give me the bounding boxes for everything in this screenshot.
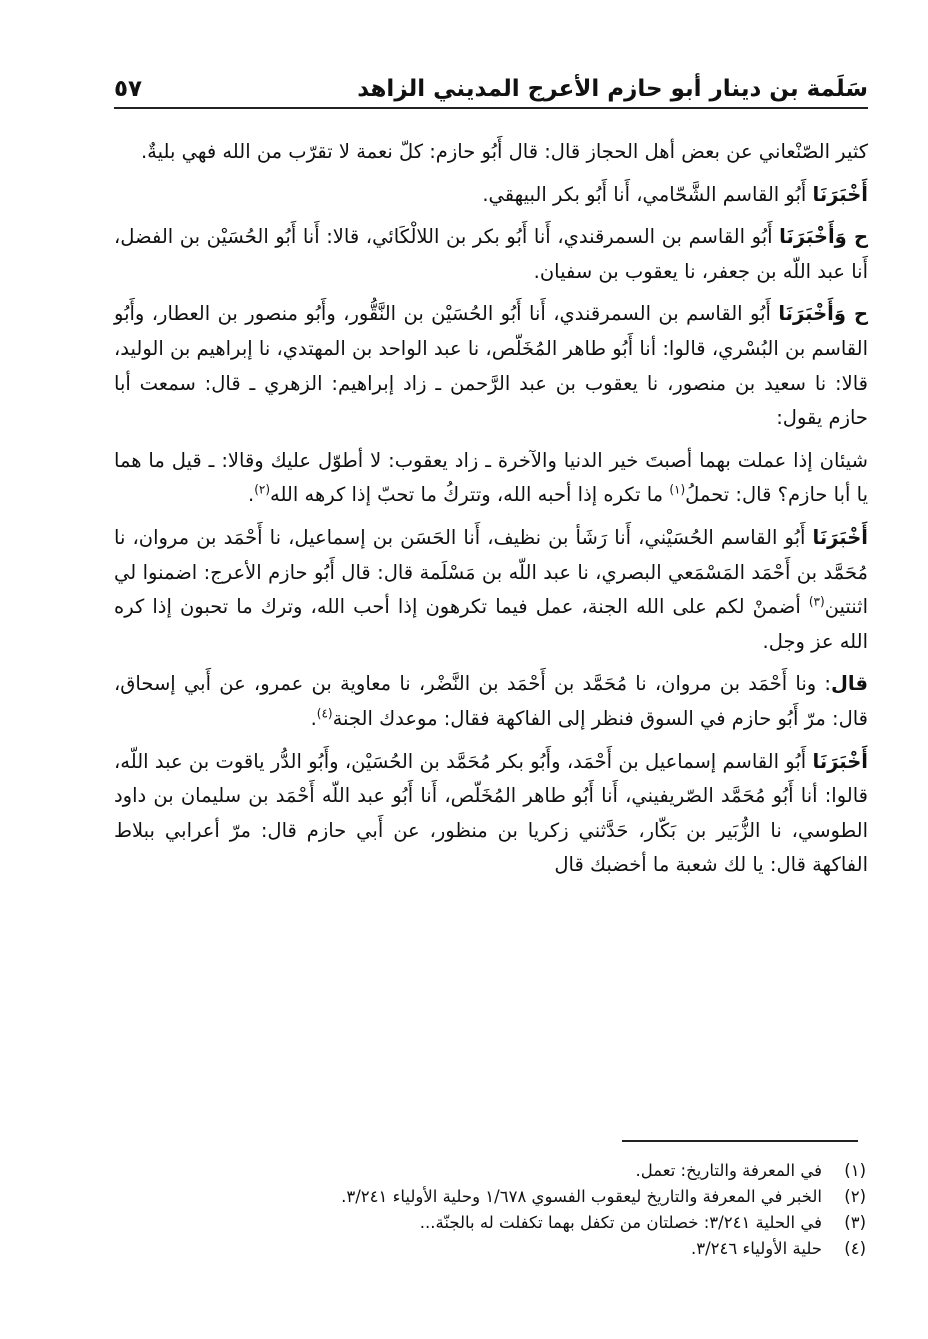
footnote bbox=[114, 1236, 866, 1262]
paragraph bbox=[114, 178, 868, 213]
paragraph-text: أَبُو القاسم الشَّحّامي، أَنا أَبُو بكر البيهقي. bbox=[482, 182, 813, 206]
footnote-marker: (١) bbox=[669, 482, 686, 497]
paragraph bbox=[114, 521, 868, 659]
footnote bbox=[114, 1210, 866, 1236]
paragraph-text: كثير الصّنْعاني عن بعض أهل الحجاز قال: قال أَبُو حازم: كلّ نعمة لا تقرّب من الله فهي بليةٌ. bbox=[140, 140, 868, 163]
paragraph-text: شيئان إذا عملت بهما أصبتَ خير الدنيا والآخرة ـ زاد يعقوب: لا أطوّل عليك وقالا: ـ قيل ما هما يا أبا حازم؟ قال: تحملُ bbox=[114, 448, 868, 507]
footnote-text: حلية الأولياء ٣/٢٤٦. bbox=[691, 1239, 822, 1258]
paragraph bbox=[114, 745, 868, 883]
paragraph-lead: ح وَأَخْبَرَنَا bbox=[778, 302, 868, 326]
running-title: سَلَمة بن دينار أبو حازم الأعرج المديني الزاهد bbox=[357, 76, 868, 102]
footnote-number: (١) bbox=[844, 1161, 866, 1180]
footnote-number: (٢) bbox=[844, 1187, 866, 1206]
paragraph-text: أَبُو القاسم بن السمرقندي، أَنا أَبُو بكر بن اللالْكَائي، قالا: أَنا أَبُو الحُسَيْن بن الفضل، أَنا عبد اللّه بن جعفر، نا يعقوب بن سفيان. bbox=[114, 225, 868, 283]
paragraph bbox=[114, 297, 868, 435]
paragraph-lead: قال bbox=[830, 672, 868, 696]
paragraph-text: : ونا أَحْمَد بن مروان، نا مُحَمَّد بن أَحْمَد بن النَّضْر، نا معاوية بن عمرو، عن أَبي إسحاق، قال: مرّ أَبُو حازم في السوق فنظر إلى الفاكهة فقال: موعدك الجنة bbox=[114, 672, 868, 730]
paragraph bbox=[114, 444, 868, 513]
paragraph-text: . bbox=[310, 706, 317, 730]
paragraph-text: أَبُو القاسم الحُسَيْني، أَنا رَشَأ بن نظيف، أَنا الحَسَن بن إسماعيل، نا أَحْمَد بن مروان، نا مُحَمَّد بن أَحْمَد المَسْمَعي البصري، نا عبد اللّه بن مَسْلَمة قال: قال أَبُو حازم الأعرج: اضمنوا لي اثنتين bbox=[114, 525, 868, 619]
paragraph-text: . bbox=[247, 483, 255, 507]
paragraph-text: أضمنْ لكم على الله الجنة، عمل فيما تكرهون إذا أحب الله، وترك ما تحبون إذا كره الله عز وجل. bbox=[114, 595, 868, 653]
paragraph bbox=[114, 667, 868, 736]
paragraph-lead: ح وَأَخْبَرَنَا bbox=[779, 225, 869, 249]
paragraph bbox=[114, 135, 868, 170]
paragraph-text: ما تكره إذا أحبه الله، وتتركُ ما تحبّ إذا كرهه الله bbox=[270, 483, 670, 507]
footnote-number: (٣) bbox=[844, 1213, 866, 1232]
footnote-text: في الحلية ٣/٢٤١: خصلتان من تكفل بهما تكفلت له بالجنّة... bbox=[419, 1213, 822, 1232]
footnote bbox=[114, 1184, 866, 1210]
paragraph-lead: أَخْبَرَنَا bbox=[812, 182, 868, 206]
footnote-text: الخبر في المعرفة والتاريخ ليعقوب الفسوي ١/٦٧٨ وحلية الأولياء ٣/٢٤١. bbox=[341, 1187, 822, 1206]
paragraph-lead: أَخْبَرَنَا bbox=[812, 525, 868, 549]
paragraph-text: أَبُو القاسم بن السمرقندي، أَنا أَبُو الحُسَيْن بن النَّقُّور، وأَبُو منصور بن العطار، وأَبُو القاسم بن البُسْري، قالوا: أنا أَبُو طاهر المُخَلّص، نا عبد الواحد بن المهتدي، نا إبراهيم بن الوليد، قالا: نا سعيد بن منصور، نا يعقوب بن عبد الرَّحمن ـ زاد إبراهيم: الزهري ـ قال: سمعت أبا حازم يقول: bbox=[114, 302, 868, 430]
footnote bbox=[114, 1158, 866, 1184]
header-rule bbox=[114, 107, 868, 109]
footnote-marker: (٢) bbox=[254, 482, 271, 497]
footnote-number: (٤) bbox=[844, 1239, 866, 1258]
footnote-marker: (٤) bbox=[316, 706, 333, 721]
footnote-rule bbox=[622, 1140, 858, 1142]
paragraph bbox=[114, 220, 868, 289]
footnote-text: في المعرفة والتاريخ: تعمل. bbox=[635, 1161, 822, 1180]
footnotes bbox=[114, 1158, 866, 1262]
running-header bbox=[114, 66, 868, 102]
main-text bbox=[114, 135, 868, 891]
paragraph-text: أَبُو القاسم إسماعيل بن أَحْمَد، وأَبُو بكر مُحَمَّد بن الحُسَيْن، وأَبُو الدُّر ياقوت بن عبد اللّه، قالوا: أنا أَبُو مُحَمَّد الصّريفيني، أَنا أَبُو طاهر المُخَلّص، أَنا أَبُو عبد اللّه أَحْمَد بن سليمان بن داود الطوسي، نا الزُّبَير بن بَكّار، حَدَّثني زكريا بن منظور، عن أَبي حازم قال: مرّ أعرابي ببلاط الفاكهة قال: يا لك شعبة ما أخضبك قال bbox=[114, 749, 868, 877]
paragraph-lead: أَخْبَرَنَا bbox=[812, 749, 868, 773]
page-number: ٥٧ bbox=[114, 76, 143, 102]
footnote-marker: (٣) bbox=[808, 594, 825, 609]
